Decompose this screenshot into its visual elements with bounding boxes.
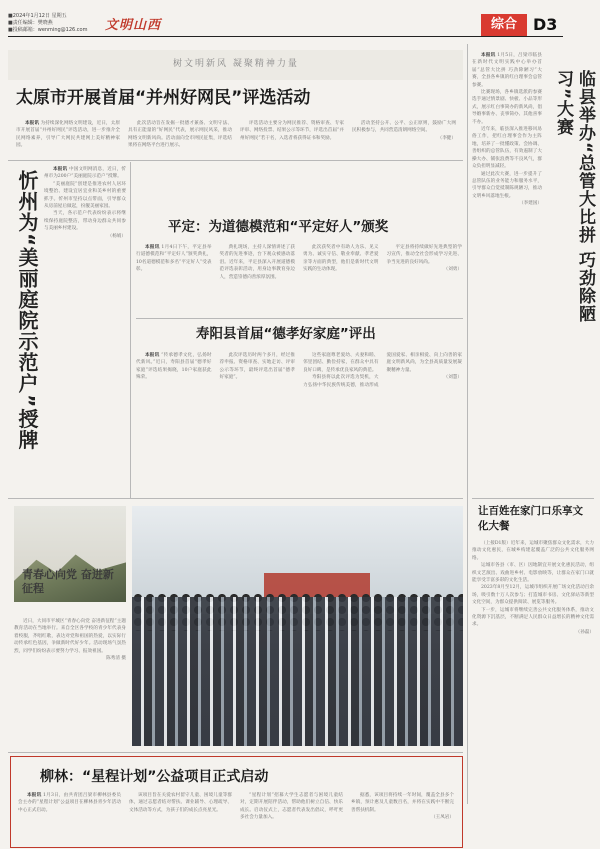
xinzhou-body bbox=[44, 166, 126, 494]
pingding-p1: 本报讯 1月4日下午，平定县举行道德模范和“平定好人”颁奖典礼，10名道德模范和多名“平定好人”受表彰。 bbox=[136, 245, 212, 273]
banner bbox=[8, 50, 463, 80]
section-badge: 综合 bbox=[481, 14, 527, 36]
liulin-title: 柳林：“星程计划”公益项目正式启动 bbox=[40, 769, 269, 785]
masthead-logo-rule bbox=[8, 36, 563, 37]
shouyang-p2: 此次评选历时两个多月，经过推荐申报、资格审查、实地走访、评审公示等环节，最终评选出首届“德孝好家庭”。 bbox=[219, 353, 295, 381]
photo-caption-body bbox=[14, 618, 126, 742]
linxian-title: 临县举办“总管大比拼 巧劲除陋习”大赛 bbox=[553, 70, 595, 324]
xinzhou-p1: 本报讯 中国文明网消息，近日，忻州市为200户“美丽庭院示范户”授牌。 bbox=[44, 167, 126, 180]
yuncheng-p1: （上接D1版）近年来，运城市聚焦群众文化需求，大力推动文化惠民，在城乡构建起覆盖广泛的公共文化服务网络。 bbox=[472, 541, 594, 561]
divider-above-liulin bbox=[8, 752, 463, 753]
shouyang-p4: 寿阳县将以此次评选为契机，大力弘扬中华民族传统美德，推动形成爱国爱家、相亲相爱、向上向善的家庭文明新风尚，为全县高质量发展凝聚精神力量。 bbox=[303, 353, 462, 388]
pingding-title: 平定：为道德模范和“平定好人”颁奖 bbox=[168, 219, 389, 235]
photo-mountain bbox=[14, 506, 126, 602]
banner-slogan: 树文明新风 凝聚精神力量 bbox=[173, 59, 299, 69]
liulin-byline: （王凤岩） bbox=[431, 815, 454, 821]
xinzhou-title: 忻州为“美丽庭院示范户”授牌 bbox=[15, 170, 39, 451]
shouyang-title: 寿阳县首届“德孝好家庭”评出 bbox=[196, 326, 376, 342]
pingding-p4: 平定县将持续做好先进典型的学习宣传，推动全社会形成学习先进、争当先进的良好风尚。 bbox=[386, 245, 462, 265]
xinzhou-p3: 当天，各示范户代表纷纷表示将继续保持庭院整洁，带动身边群众共同参与美丽乡村建设。 bbox=[44, 211, 126, 232]
liulin-p1: 本报讯 1月3日，由共青团吕梁市柳林县委员会主办的“星程计划”公益项目在柳林县青少年活动中心正式启动。 bbox=[18, 793, 121, 813]
taiyuan-byline: （李健） bbox=[437, 135, 456, 141]
divider-right-column bbox=[467, 44, 468, 804]
masthead-logo: 文明山西 bbox=[105, 18, 162, 33]
masthead-date: ■2024年1月12日 星期五 bbox=[8, 13, 67, 19]
liulin-body bbox=[18, 792, 454, 842]
shouyang-byline: （刘慧） bbox=[443, 375, 462, 381]
masthead bbox=[0, 0, 600, 44]
linxian-byline: （李建国） bbox=[519, 201, 542, 207]
lead-in-label: 本报讯 bbox=[27, 793, 42, 798]
taiyuan-p2: 此次活动旨在发掘一批德才兼备、文明守法、具有正能量的“好网民”代表，展示网民风采，推动网络文明新风尚。活动面向全市网民征集，评选结果将在网络平台进行展示。 bbox=[128, 121, 232, 149]
yuncheng-p4: 下一步，运城市将继续完善公共文化服务体系，推动文化资源下沉基层，不断满足人民群众日益增长的精神文化需求。 bbox=[472, 607, 594, 628]
yuncheng-title: 让百姓在家门口乐享文化大餐 bbox=[478, 505, 583, 532]
xinzhou-byline: （杨娟） bbox=[107, 233, 126, 239]
shouyang-body bbox=[136, 352, 462, 480]
yuncheng-p3: 2023年8月至12月，运城市组织开展广场文化活动百余场，吸引数十万人次参与；打造城市书房、文化驿站等新型文化空间，为群众提供阅读、展览等服务。 bbox=[472, 585, 594, 606]
liulin-p2: 该项目旨在关爱农村留守儿童、困境儿童等群体，通过志愿者结对帮扶、课业辅导、心理疏导、文体活动等方式，为孩子们的成长点亮星光。 bbox=[129, 793, 232, 813]
photo-crowd bbox=[132, 597, 463, 746]
masthead-contact: ■投稿邮箱：wenming@126.com bbox=[8, 27, 88, 33]
lead-in-label: 本报讯 bbox=[53, 167, 68, 172]
masthead-editor: ■责任编辑：樊晓燕 bbox=[8, 20, 53, 26]
divider-under-linxian bbox=[472, 498, 594, 499]
shouyang-p1: 本报讯 “传承德孝文化，弘扬时代新风。”近日，寿阳县首届“德孝好家庭”评选结果揭晓，10户家庭获此殊荣。 bbox=[136, 353, 212, 381]
lead-in-label: 本报讯 bbox=[145, 353, 160, 358]
linxian-body bbox=[472, 52, 542, 492]
divider-under-shouyang bbox=[8, 498, 463, 499]
linxian-p2: 比赛现场，各乡镇选派的参赛选手通过情景剧、快板、小品等形式，展示红白事简办的新风尚，倡导婚事新办、丧事简办、其他喜事不办。 bbox=[472, 90, 542, 125]
pingding-byline: （刘勇） bbox=[443, 267, 462, 273]
linxian-p4: 通过此次大赛，进一步提升了总管队伍的业务能力和服务水平，引导群众自觉抵制陈规陋习，推动文明乡风落地生根。 bbox=[472, 171, 542, 199]
liulin-p3: “星程计划”招募大学生志愿者与困境儿童结对，定期开展陪伴活动，帮助他们树立自信、快乐成长。启动仪式上，志愿者代表发出倡议，呼吁更多社会力量加入。 bbox=[240, 793, 343, 821]
taiyuan-p3: 评选活动主要分为网民推荐、资格审查、专家评审、网络投票、结果公示等环节，评选出首届“并州好网民”若干名，入选者将获得证书和奖励。 bbox=[240, 121, 344, 141]
page-number: D3 bbox=[533, 15, 558, 34]
yuncheng-p2: 运城市各县（市、区）因地制宜开展文化惠民活动，组织文艺演出、戏曲进乡村、电影放映等，让群众在家门口就能享受丰富多彩的文化生活。 bbox=[472, 563, 594, 584]
divider-under-pingding bbox=[136, 318, 463, 319]
divider-under-taiyuan bbox=[8, 160, 463, 161]
pingding-p2: 典礼现场，主持人深情讲述了获奖者的先进事迹，台下观众被感动落泪。近年来，平定县深入开展道德模范评选表彰活动，用身边事教育身边人，营造崇德向善浓厚氛围。 bbox=[219, 245, 295, 280]
linxian-p3: 近年来，临县深入推进移风易俗工作，把红白理事会作为主阵地，培养了一批懂政策、会协调、善组织的总管队伍，有效遏制了大操大办、铺张浪费等不良风气，群众负担明显减轻。 bbox=[472, 127, 542, 170]
lead-in-label: 本报讯 bbox=[25, 121, 40, 126]
xinzhou-p2: “美丽庭院”创建是推进农村人居环境整治、建设宜居宜业和美乡村的重要抓手。忻州市坚持以点带面，引导群众从房前屋后做起，扮靓美丽家园。 bbox=[44, 181, 126, 210]
yuncheng-body bbox=[472, 540, 594, 840]
photo-caption-title: 青春心向党 奋进新征程 bbox=[22, 568, 114, 595]
taiyuan-p1: 本报讯 为持续深化网络文明建设，近日，太原市开展首届“并州好网民”评选活动，进一步推介全民网络素养，引导广大网民共建网上美好精神家园。 bbox=[16, 121, 120, 149]
taiyuan-p4: 活动坚持公开、公平、公正原则，鼓励广大网民积极参与，共同营造清朗网络空间。 bbox=[352, 121, 456, 134]
pingding-body bbox=[136, 244, 462, 302]
photo-students bbox=[132, 506, 463, 746]
linxian-p1: 本报讯 1月5日，吕梁市临县在新时代文明实践中心举办首届“总管大比拼 巧劲除陋习”大赛，全县各乡镇的红白理事会总管参赛。 bbox=[472, 53, 542, 88]
yuncheng-byline: （孙磊） bbox=[575, 629, 594, 635]
taiyuan-title: 太原市开展首届“并州好网民”评选活动 bbox=[16, 88, 311, 108]
divider-xinzhou bbox=[130, 162, 131, 498]
lead-in-label: 本报讯 bbox=[481, 53, 496, 58]
photo-caption-text: 近日，大同市平城区“青春心向党 奋进新征程”主题教育活动在当地举行。来自全区各学校的青少年代表身着校服，齐唱红歌，表达对党和祖国的热爱，以实际行动传承红色基因，争做新时代好少年。活动现场气氛热烈，同学们纷纷表示要努力学习、报效祖国。 bbox=[14, 619, 126, 654]
liulin-p4: 据悉，该项目将持续一年时间，覆盖全县多个乡镇，预计惠及儿童数百名，并将在实践中不断完善帮扶机制。 bbox=[351, 793, 454, 813]
photo-caption-byline: 陈秀清 摄 bbox=[106, 656, 126, 662]
shouyang-p3: 这些家庭尊老爱幼、夫妻和睦、邻里团结、勤俭持家，在群众中具有良好口碑，是传承优良家风的典范。 bbox=[303, 353, 379, 373]
lead-in-label: 本报讯 bbox=[145, 245, 160, 250]
pingding-p3: 此次获奖者中有助人为乐、见义勇为、诚实守信、敬业奉献、孝老爱亲等方面的典型，他们是新时代文明实践的生动体现。 bbox=[303, 245, 379, 273]
